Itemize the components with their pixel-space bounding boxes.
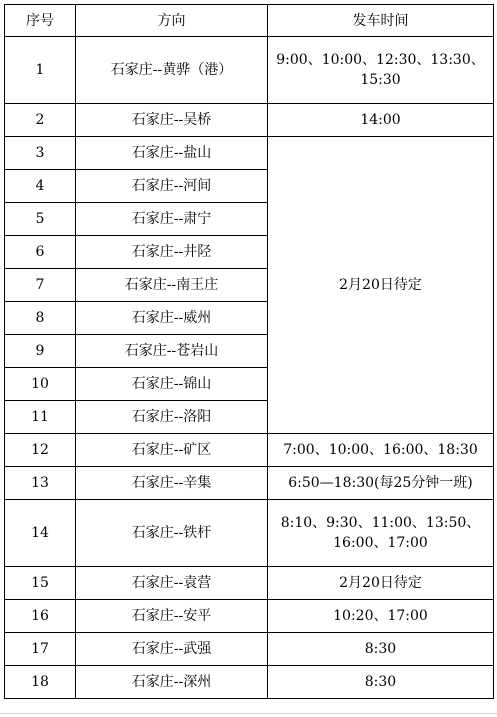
row-direction: 石家庄--武强 — [76, 633, 268, 666]
row-number: 18 — [5, 666, 76, 699]
table-row — [5, 37, 494, 104]
row-number: 5 — [5, 203, 76, 236]
table-row — [5, 600, 494, 633]
row-direction: 石家庄--洛阳 — [76, 401, 268, 434]
row-direction: 石家庄--苍岩山 — [76, 335, 268, 368]
row-times: 6:50—18:30(每25分钟一班) — [268, 467, 494, 500]
row-number: 1 — [5, 37, 76, 104]
row-number: 17 — [5, 633, 76, 666]
row-times: 8:30 — [268, 633, 494, 666]
table-row — [5, 434, 494, 467]
row-number: 12 — [5, 434, 76, 467]
table-header-row — [5, 5, 494, 37]
row-direction: 石家庄--辛集 — [76, 467, 268, 500]
row-times: 7:00、10:00、16:00、18:30 — [268, 434, 494, 467]
row-direction: 石家庄--威州 — [76, 302, 268, 335]
bus-schedule-table — [4, 4, 494, 699]
header-departure-time: 发车时间 — [268, 5, 494, 37]
row-direction: 石家庄--吴桥 — [76, 104, 268, 137]
header-direction: 方向 — [76, 5, 268, 37]
row-times: 14:00 — [268, 104, 494, 137]
row-direction: 石家庄--河间 — [76, 170, 268, 203]
row-times: 2月20日待定 — [268, 567, 494, 600]
row-number: 7 — [5, 269, 76, 302]
row-times: 8:30 — [268, 666, 494, 699]
row-direction: 石家庄--铁杆 — [76, 500, 268, 567]
row-direction: 石家庄--盐山 — [76, 137, 268, 170]
row-direction: 石家庄--深州 — [76, 666, 268, 699]
row-number: 6 — [5, 236, 76, 269]
row-number: 2 — [5, 104, 76, 137]
row-number: 15 — [5, 567, 76, 600]
row-number: 14 — [5, 500, 76, 567]
row-number: 4 — [5, 170, 76, 203]
row-direction: 石家庄--肃宁 — [76, 203, 268, 236]
row-number: 16 — [5, 600, 76, 633]
table-row — [5, 666, 494, 699]
header-number: 序号 — [5, 5, 76, 37]
row-times: 9:00、10:00、12:30、13:30、15:30 — [268, 37, 494, 104]
row-number: 11 — [5, 401, 76, 434]
row-times: 10:20、17:00 — [268, 600, 494, 633]
row-number: 10 — [5, 368, 76, 401]
row-direction: 石家庄--矿区 — [76, 434, 268, 467]
table-row — [5, 567, 494, 600]
row-number: 13 — [5, 467, 76, 500]
table-row — [5, 633, 494, 666]
row-direction: 石家庄--黄骅（港） — [76, 37, 268, 104]
row-direction: 石家庄--锦山 — [76, 368, 268, 401]
row-number: 9 — [5, 335, 76, 368]
row-times-merged: 2月20日待定 — [268, 137, 494, 434]
row-times: 8:10、9:30、11:00、13:50、16:00、17:00 — [268, 500, 494, 567]
table-row — [5, 104, 494, 137]
table-row — [5, 137, 494, 170]
row-direction: 石家庄--安平 — [76, 600, 268, 633]
row-direction: 石家庄--南王庄 — [76, 269, 268, 302]
table-row — [5, 467, 494, 500]
row-number: 8 — [5, 302, 76, 335]
row-number: 3 — [5, 137, 76, 170]
row-direction: 石家庄--袁营 — [76, 567, 268, 600]
row-direction: 石家庄--井陉 — [76, 236, 268, 269]
table-row — [5, 500, 494, 567]
page-divider — [0, 713, 497, 714]
